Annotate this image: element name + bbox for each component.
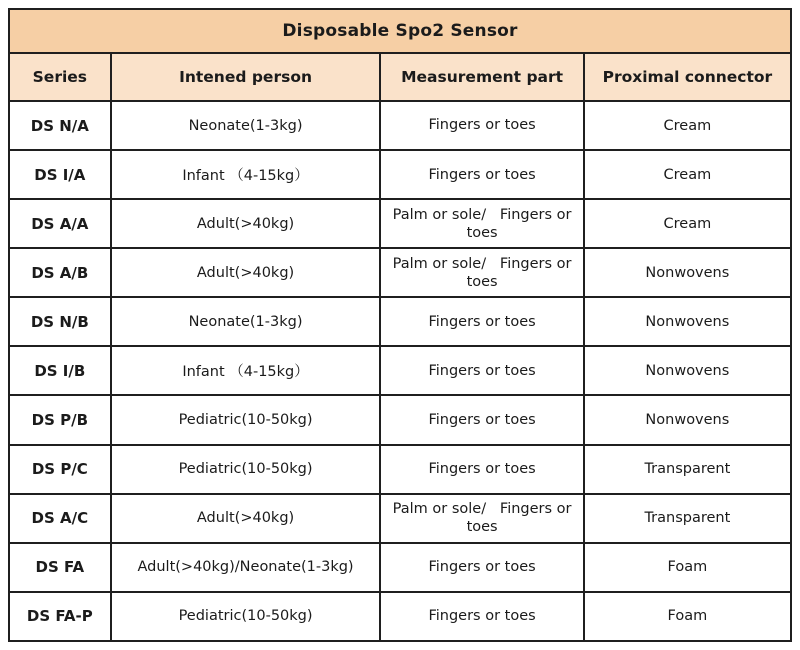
table-row (9, 248, 791, 297)
table-row (9, 199, 791, 248)
table-row (9, 150, 791, 199)
cell-intened-person: Infant （4-15kg） (111, 150, 381, 199)
column-header-measurement-part: Measurement part (380, 53, 583, 101)
cell-intened-person: Pediatric(10-50kg) (111, 445, 381, 494)
cell-measurement-part: Fingers or toes (380, 592, 583, 641)
cell-proximal-connector: Nonwovens (584, 395, 791, 444)
table-row (9, 592, 791, 641)
cell-proximal-connector: Cream (584, 199, 791, 248)
cell-proximal-connector: Transparent (584, 445, 791, 494)
column-header-intened-person: Intened person (111, 53, 381, 101)
cell-measurement-part: Fingers or toes (380, 543, 583, 592)
cell-proximal-connector: Nonwovens (584, 346, 791, 395)
cell-intened-person: Neonate(1-3kg) (111, 101, 381, 150)
cell-series: DS P/C (9, 445, 111, 494)
cell-series: DS A/A (9, 199, 111, 248)
cell-intened-person: Adult(>40kg)/Neonate(1-3kg) (111, 543, 381, 592)
cell-measurement-part: Fingers or toes (380, 150, 583, 199)
cell-intened-person: Infant （4-15kg） (111, 346, 381, 395)
cell-measurement-part: Fingers or toes (380, 101, 583, 150)
table-row (9, 346, 791, 395)
table-row (9, 297, 791, 346)
column-header-proximal-connector: Proximal connector (584, 53, 791, 101)
cell-measurement-part: Palm or sole/ Fingers or toes (380, 248, 583, 297)
header-row (9, 53, 791, 101)
cell-series: DS I/B (9, 346, 111, 395)
column-header-series: Series (9, 53, 111, 101)
cell-proximal-connector: Cream (584, 150, 791, 199)
cell-measurement-part: Fingers or toes (380, 445, 583, 494)
table-row (9, 101, 791, 150)
cell-proximal-connector: Foam (584, 592, 791, 641)
cell-series: DS I/A (9, 150, 111, 199)
table-title: Disposable Spo2 Sensor (9, 9, 791, 53)
cell-proximal-connector: Foam (584, 543, 791, 592)
cell-intened-person: Adult(>40kg) (111, 199, 381, 248)
cell-intened-person: Adult(>40kg) (111, 248, 381, 297)
table-body (9, 101, 791, 641)
cell-measurement-part: Fingers or toes (380, 297, 583, 346)
cell-intened-person: Neonate(1-3kg) (111, 297, 381, 346)
table-row (9, 445, 791, 494)
cell-measurement-part: Fingers or toes (380, 395, 583, 444)
title-row (9, 9, 791, 53)
cell-series: DS FA-P (9, 592, 111, 641)
cell-intened-person: Pediatric(10-50kg) (111, 395, 381, 444)
cell-series: DS N/B (9, 297, 111, 346)
cell-proximal-connector: Cream (584, 101, 791, 150)
cell-measurement-part: Palm or sole/ Fingers or toes (380, 199, 583, 248)
cell-measurement-part: Fingers or toes (380, 346, 583, 395)
cell-series: DS P/B (9, 395, 111, 444)
cell-proximal-connector: Nonwovens (584, 248, 791, 297)
cell-series: DS A/C (9, 494, 111, 543)
table-row (9, 395, 791, 444)
cell-series: DS A/B (9, 248, 111, 297)
cell-proximal-connector: Nonwovens (584, 297, 791, 346)
cell-series: DS FA (9, 543, 111, 592)
cell-intened-person: Adult(>40kg) (111, 494, 381, 543)
cell-series: DS N/A (9, 101, 111, 150)
spo2-sensor-table (8, 8, 792, 642)
cell-intened-person: Pediatric(10-50kg) (111, 592, 381, 641)
cell-measurement-part: Palm or sole/ Fingers or toes (380, 494, 583, 543)
cell-proximal-connector: Transparent (584, 494, 791, 543)
table-row (9, 543, 791, 592)
table-row (9, 494, 791, 543)
